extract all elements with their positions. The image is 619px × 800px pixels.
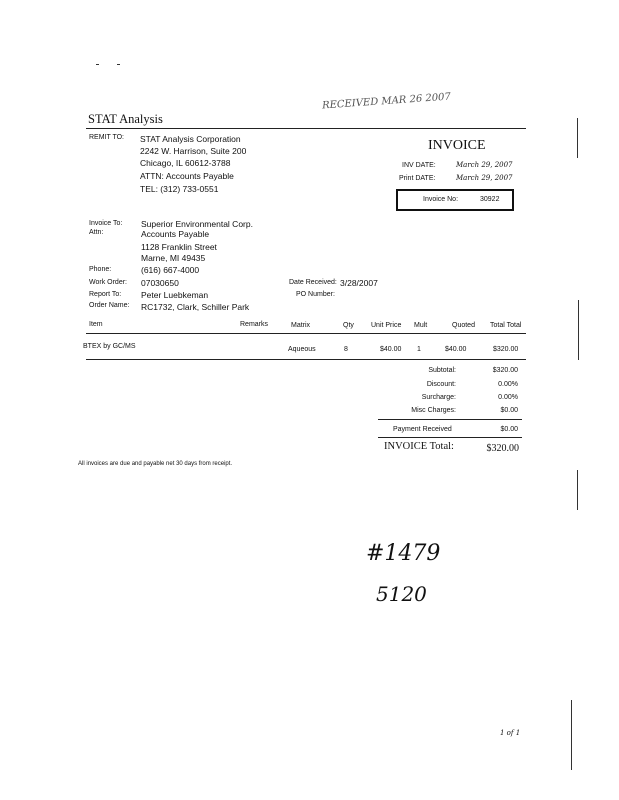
work-order-label: Work Order: bbox=[89, 279, 127, 286]
report-to-label: Report To: bbox=[89, 291, 122, 298]
date-received-label: Date Received: bbox=[289, 279, 337, 286]
bill-city: Marne, MI 49435 bbox=[141, 253, 206, 263]
print-date-value: March 29, 2007 bbox=[456, 174, 513, 182]
scan-edge-line bbox=[577, 470, 578, 510]
subtotal-value: $320.00 bbox=[492, 367, 518, 374]
row-mult: 1 bbox=[417, 346, 421, 353]
date-received-value: 3/28/2007 bbox=[340, 278, 378, 288]
invoice-number-label: Invoice No: bbox=[423, 196, 459, 203]
remit-street: 2242 W. Harrison, Suite 200 bbox=[140, 146, 247, 156]
page-number: 1 of 1 bbox=[500, 729, 521, 737]
scan-edge-line bbox=[578, 300, 579, 360]
col-header-matrix: Matrix bbox=[291, 322, 311, 329]
table-header-rule bbox=[86, 333, 526, 334]
row-total: $320.00 bbox=[493, 346, 519, 353]
subtotal-label: Subtotal: bbox=[428, 367, 456, 374]
discount-label: Discount: bbox=[426, 381, 456, 388]
invoice-total-value: $320.00 bbox=[486, 443, 519, 454]
attn-label: Attn: bbox=[89, 229, 104, 236]
invoice-to-label: Invoice To: bbox=[89, 220, 123, 227]
row-item: BTEX by GC/MS bbox=[83, 343, 136, 350]
bill-attn: Accounts Payable bbox=[141, 229, 210, 239]
remit-company: STAT Analysis Corporation bbox=[140, 134, 241, 144]
order-name-label: Order Name: bbox=[89, 302, 130, 309]
print-date-label: Print DATE: bbox=[399, 175, 436, 182]
order-name-value: RC1732, Clark, Schiller Park bbox=[141, 302, 250, 312]
handwritten-number: #1479 bbox=[366, 541, 441, 566]
invoice-number-value: 30922 bbox=[480, 196, 500, 203]
discount-value: 0.00% bbox=[498, 381, 518, 388]
col-header-qty: Qty bbox=[343, 322, 354, 329]
invoice-total-label: INVOICE Total: bbox=[384, 441, 454, 452]
table-row-rule bbox=[86, 359, 526, 360]
row-matrix: Aqueous bbox=[288, 346, 316, 353]
totals-rule-1 bbox=[378, 419, 522, 420]
remit-city: Chicago, IL 60612-3788 bbox=[140, 158, 231, 168]
row-quoted: $40.00 bbox=[445, 346, 467, 353]
scan-speck bbox=[96, 64, 99, 65]
report-to-value: Peter Luebkeman bbox=[141, 290, 209, 300]
misc-charges-value: $0.00 bbox=[500, 407, 518, 414]
col-header-remarks: Remarks bbox=[240, 321, 269, 328]
col-header-quoted: Quoted bbox=[452, 322, 475, 329]
totals-rule-2 bbox=[378, 437, 522, 438]
po-number-label: PO Number: bbox=[296, 291, 335, 298]
invoice-heading: INVOICE bbox=[428, 138, 486, 153]
header-rule bbox=[86, 128, 526, 129]
remit-attn: ATTN: Accounts Payable bbox=[140, 171, 234, 181]
payment-received-value: $0.00 bbox=[500, 426, 518, 433]
remit-tel: TEL: (312) 733-0551 bbox=[140, 184, 219, 194]
row-unit-price: $40.00 bbox=[380, 346, 402, 353]
bill-street: 1128 Franklin Street bbox=[141, 242, 217, 252]
phone-label: Phone: bbox=[89, 266, 112, 273]
surcharge-value: 0.00% bbox=[498, 394, 518, 401]
inv-date-value: March 29, 2007 bbox=[456, 161, 513, 169]
payment-terms: All invoices are due and payable net 30 days from receipt. bbox=[78, 461, 233, 467]
scan-speck bbox=[117, 64, 120, 65]
row-qty: 8 bbox=[344, 346, 348, 353]
work-order-value: 07030650 bbox=[141, 278, 179, 288]
scan-edge-line bbox=[577, 118, 578, 158]
col-header-item: Item bbox=[89, 321, 103, 328]
surcharge-label: Surcharge: bbox=[421, 394, 456, 401]
col-header-unit-price: Unit Price bbox=[371, 322, 402, 329]
brand-name: STAT Analysis bbox=[88, 112, 163, 126]
remit-to-label: REMIT TO: bbox=[89, 134, 125, 141]
phone-value: (616) 667-4000 bbox=[141, 265, 200, 275]
col-header-mult: Mult bbox=[414, 322, 428, 329]
bill-company: Superior Environmental Corp. bbox=[141, 219, 253, 229]
misc-charges-label: Misc Charges: bbox=[411, 407, 456, 414]
inv-date-label: INV DATE: bbox=[402, 162, 436, 169]
handwritten-code: 5120 bbox=[376, 582, 427, 606]
col-header-total: Total Total bbox=[490, 322, 522, 329]
scan-edge-line bbox=[571, 700, 572, 770]
received-stamp: RECEIVED MAR 26 2007 bbox=[321, 91, 452, 112]
payment-received-label: Payment Received bbox=[393, 426, 452, 433]
